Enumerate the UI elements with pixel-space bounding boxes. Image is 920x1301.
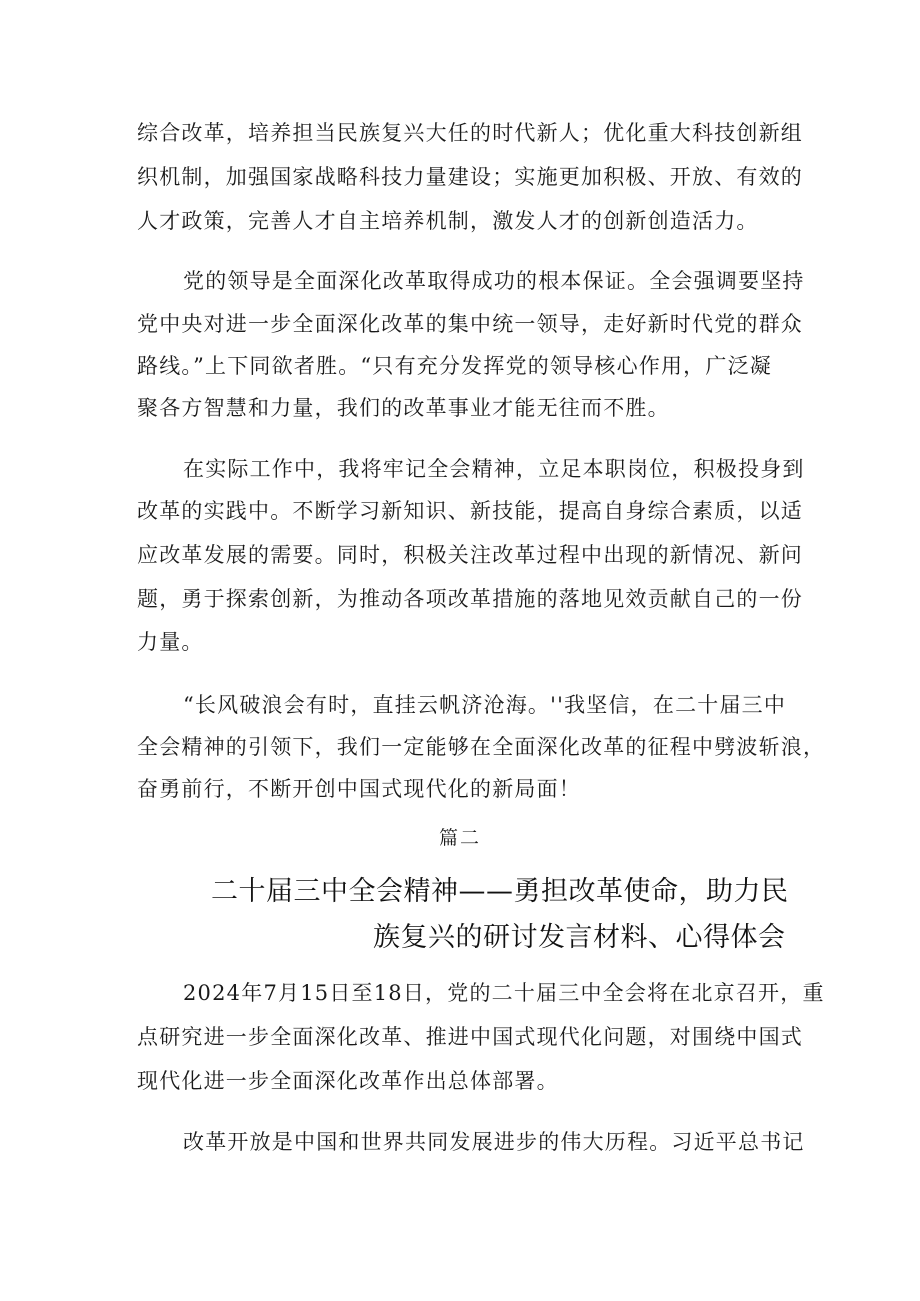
body-line: 综合改革，培养担当民族复兴大任的时代新人；优化重大科技创新组 <box>137 121 803 145</box>
body-line: 改革开放是中国和世界共同发展进步的伟大历程。习近平总书记 <box>183 1130 805 1154</box>
body-line: 现代化进一步全面深化改革作出总体部署。 <box>137 1069 559 1093</box>
body-line: 2024年7月15日至18日，党的二十届三中全会将在北京召开，重 <box>183 981 825 1005</box>
body-line: 织机制，加强国家战略科技力量建设；实施更加积极、开放、有效的 <box>137 165 803 189</box>
article-title-line: 二十届三中全会精神——勇担改革使命，助力民 <box>211 876 789 907</box>
body-line: 党中央对进一步全面深化改革的集中统一领导，走好新时代党的群众 <box>137 312 803 336</box>
body-line: 力量。 <box>137 630 204 654</box>
article-title-line: 族复兴的研讨发言材料、心得体会 <box>373 922 786 953</box>
body-line: 改革的实践中。不断学习新知识、新技能，提高自身综合素质，以适 <box>137 499 803 523</box>
body-line: 聚各方智慧和力量，我们的改革事业才能无往而不胜。 <box>137 396 670 420</box>
body-line: 奋勇前行，不断开创中国式现代化的新局面！ <box>137 777 581 801</box>
body-line: 在实际工作中，我将牢记全会精神，立足本职岗位，积极投身到 <box>183 457 805 481</box>
body-line: 题，勇于探索创新，为推动各项改革措施的落地见效贡献自己的一份 <box>137 587 803 611</box>
body-line: 党的领导是全面深化改革取得成功的根本保证。全会强调要坚持 <box>183 269 805 293</box>
body-line: 点研究进一步全面深化改革、推进中国式现代化问题，对围绕中国式 <box>137 1025 803 1049</box>
body-line: 路线。”上下同欲者胜。“只有充分发挥党的领导核心作用，广泛凝 <box>137 354 772 378</box>
body-line: 全会精神的引领下，我们一定能够在全面深化改革的征程中劈波斩浪， <box>137 735 826 759</box>
section-label: 篇二 <box>438 827 481 849</box>
body-line: 应改革发展的需要。同时，积极关注改革过程中出现的新情况、新问 <box>137 543 803 567</box>
body-line: “长风破浪会有时，直挂云帆济沧海。''我坚信，在二十届三中 <box>183 693 787 717</box>
body-line: 人才政策，完善人才自主培养机制，激发人才的创新创造活力。 <box>137 209 759 233</box>
